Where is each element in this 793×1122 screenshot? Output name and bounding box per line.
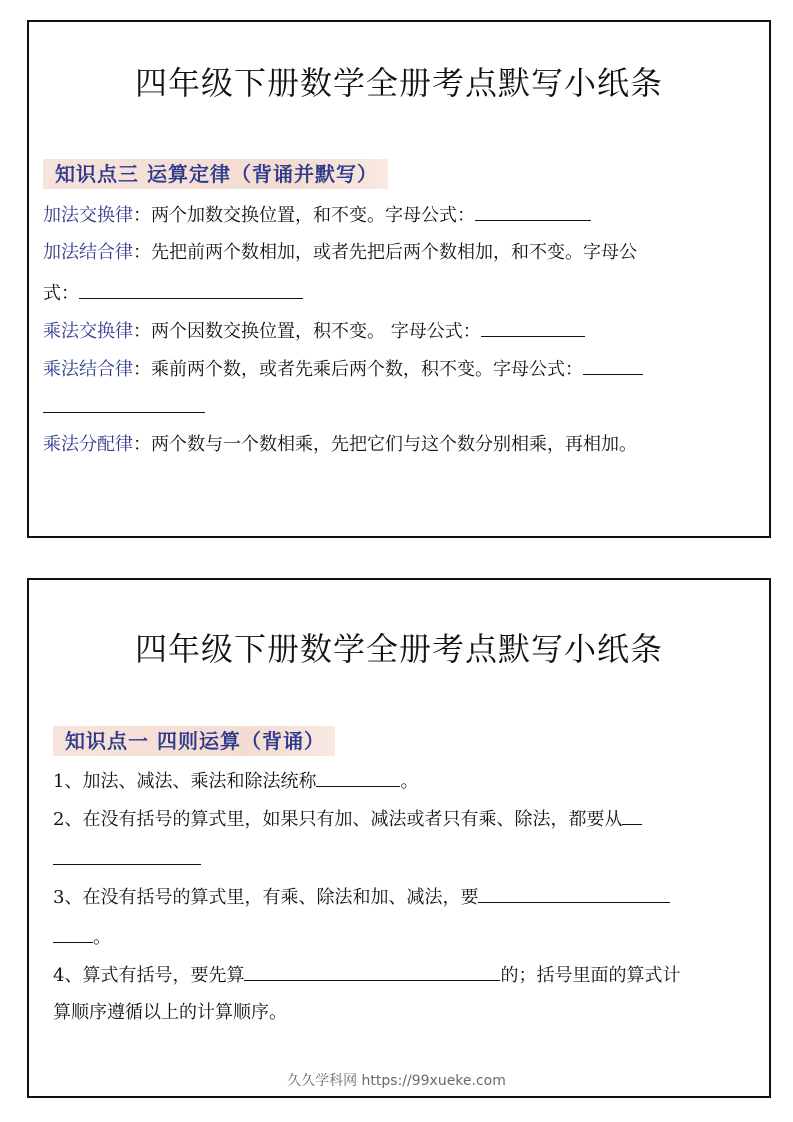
item-tail: 的；括号里面的算式计: [500, 965, 681, 986]
answer-blank[interactable]: [79, 282, 303, 299]
answer-blank[interactable]: [316, 770, 400, 787]
answer-blank[interactable]: [481, 320, 585, 337]
item-text: 1、加法、减法、乘法和除法统称: [53, 771, 317, 792]
answer-blank[interactable]: [475, 204, 591, 221]
note-card-1: [27, 20, 771, 538]
law-term: 乘法分配律: [43, 434, 133, 455]
answer-blank[interactable]: [622, 808, 642, 825]
section-heading: [53, 726, 335, 756]
law-row-addition-associative: [43, 242, 637, 264]
list-item: [53, 964, 680, 987]
item-tail: 。: [400, 771, 419, 792]
answer-blank[interactable]: [478, 886, 670, 903]
law-term: 乘法结合律: [43, 359, 133, 380]
law-text: ：先把前两个数相加，或者先把后两个数相加，和不变。字母公: [133, 242, 637, 263]
law-row-multiplication-associative: [43, 358, 643, 381]
answer-blank[interactable]: [583, 358, 643, 375]
list-item-cont: [53, 848, 201, 871]
note-card-2: [27, 578, 771, 1098]
card-title: 四年级下册数学全册考点默写小纸条: [134, 64, 663, 102]
item-text: 4、算式有括号，要先算: [53, 965, 245, 986]
answer-blank[interactable]: [43, 396, 205, 413]
law-text: ：两个数与一个数相乘，先把它们与这个数分别相乘，再相加。: [133, 434, 637, 455]
law-term: 加法结合律: [43, 242, 133, 263]
law-row-addition-commutative: [43, 204, 591, 227]
law-row-distributive: [43, 434, 637, 456]
section-heading-text: 知识点一 四则运算（背诵）: [65, 729, 325, 753]
card-title: 四年级下册数学全册考点默写小纸条: [134, 630, 663, 668]
law-text: ：两个因数交换位置，积不变。 字母公式：: [133, 321, 481, 342]
law-text: ：两个加数交换位置，和不变。字母公式：: [133, 205, 475, 226]
law-row-multiplication-associative-cont: [43, 396, 205, 419]
law-term: 加法交换律: [43, 205, 133, 226]
section-heading-text: 知识点三 运算定律（背诵并默写）: [55, 162, 378, 186]
answer-blank[interactable]: [53, 926, 93, 943]
list-item-cont: [53, 1002, 287, 1024]
item-tail: 。: [93, 927, 111, 948]
law-row-addition-associative-cont: [43, 282, 303, 305]
answer-blank[interactable]: [244, 964, 500, 981]
answer-blank[interactable]: [53, 848, 201, 865]
law-row-multiplication-commutative: [43, 320, 585, 343]
law-term: 乘法交换律: [43, 321, 133, 342]
list-item-cont: [53, 926, 111, 949]
watermark: 久久学科网 https://99xueke.com: [287, 1073, 506, 1089]
list-item: [53, 886, 670, 909]
law-text: ：乘前两个数，或者先乘后两个数，积不变。字母公式：: [133, 359, 583, 380]
item-text: 3、在没有括号的算式里，有乘、除法和加、减法，要: [53, 887, 479, 908]
list-item: [53, 808, 642, 831]
list-item: [53, 770, 418, 793]
item-text: 算顺序遵循以上的计算顺序。: [53, 1002, 287, 1023]
section-heading: [43, 159, 388, 189]
law-text: 式：: [43, 283, 79, 304]
item-text: 2、在没有括号的算式里，如果只有加、减法或者只有乘、除法，都要从: [53, 809, 623, 830]
